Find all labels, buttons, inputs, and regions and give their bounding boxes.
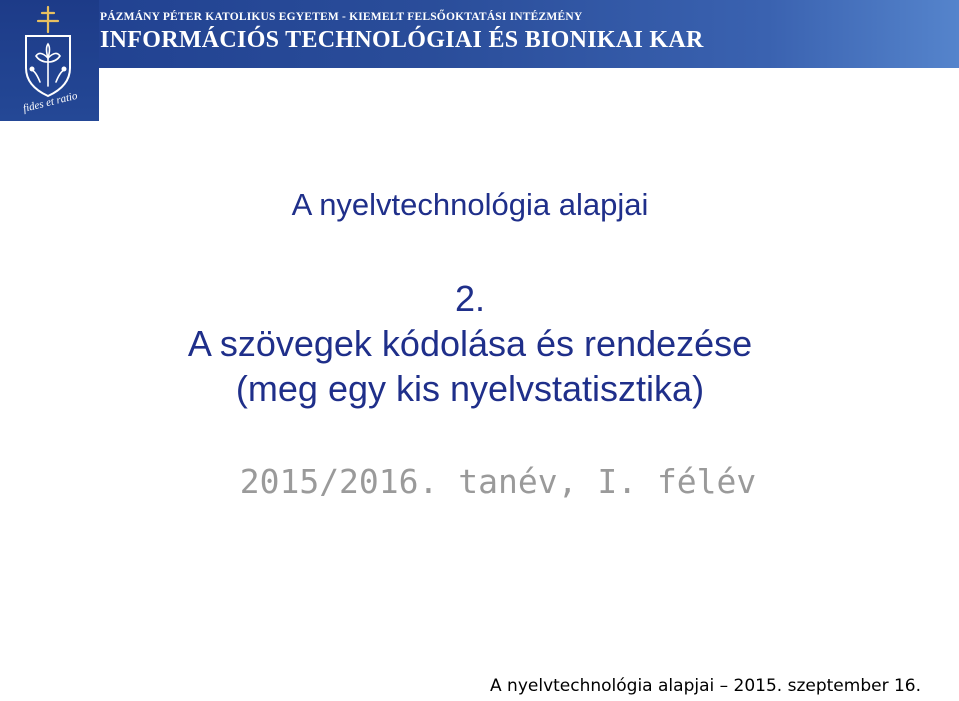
logo-motto: fides et ratio [21,89,79,115]
university-name: PÁZMÁNY PÉTER KATOLIKUS EGYETEM - KIEMELT FELSŐOKTATÁSI INTÉZMÉNY [100,11,583,23]
term-info: 2015/2016. tanév, I. félév [239,462,757,501]
slide-footer: A nyelvtechnológia alapjai – 2015. szeptember 16. [490,676,921,696]
university-crest-icon [0,0,99,121]
lecture-number: 2. [454,278,486,319]
slide-title: A nyelvtechnológia alapjai [291,187,649,222]
lecture-subtitle: (meg egy kis nyelvstatisztika) [235,368,705,409]
header-banner [0,0,959,68]
lecture-heading [0,276,940,411]
lecture-title: A szövegek kódolása és rendezése [187,323,753,364]
faculty-name: INFORMÁCIÓS TECHNOLÓGIAI ÉS BIONIKAI KAR [100,27,704,53]
university-logo [0,0,99,121]
